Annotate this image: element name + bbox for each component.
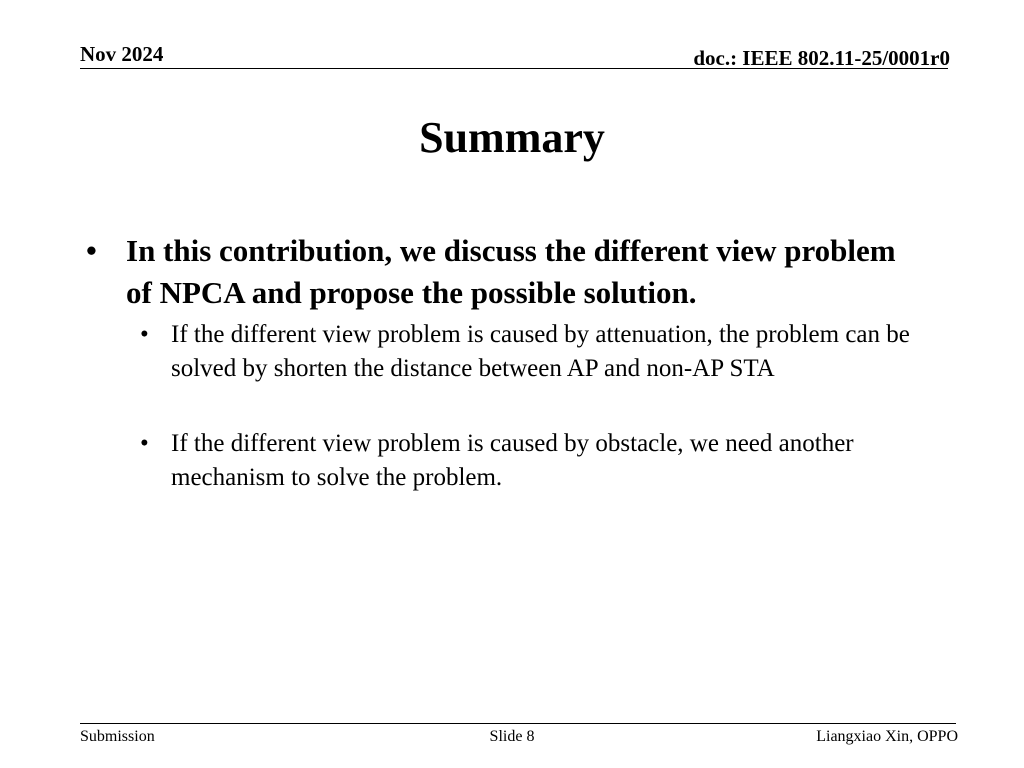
slide-title: Summary xyxy=(419,113,605,162)
bullet-item xyxy=(86,230,906,314)
footer-divider xyxy=(80,723,956,724)
header-divider xyxy=(80,68,948,69)
footer-submission: Submission xyxy=(80,728,155,745)
footer-slide-number: Slide 8 xyxy=(489,728,535,745)
sub-bullet-text: If the different view problem is caused by obstacle, we need another mechanism to solve the problem. xyxy=(171,430,854,491)
footer-author: Liangxiao Xin, OPPO xyxy=(816,728,958,745)
sub-bullet-item xyxy=(140,427,940,495)
bullet-marker: • xyxy=(86,233,97,268)
header-date: Nov 2024 xyxy=(80,42,164,66)
sub-bullet-marker: • xyxy=(140,430,149,457)
sub-bullet-marker: • xyxy=(140,321,149,348)
header-doc-id: doc.: IEEE 802.11-25/0001r0 xyxy=(693,46,950,70)
sub-bullet-item xyxy=(140,318,940,386)
bullet-text: In this contribution, we discuss the different view problem of NPCA and propose the possible solution. xyxy=(126,233,896,310)
sub-bullet-text: If the different view problem is caused by attenuation, the problem can be solved by shorten the distance between AP and non-AP STA xyxy=(171,321,910,382)
